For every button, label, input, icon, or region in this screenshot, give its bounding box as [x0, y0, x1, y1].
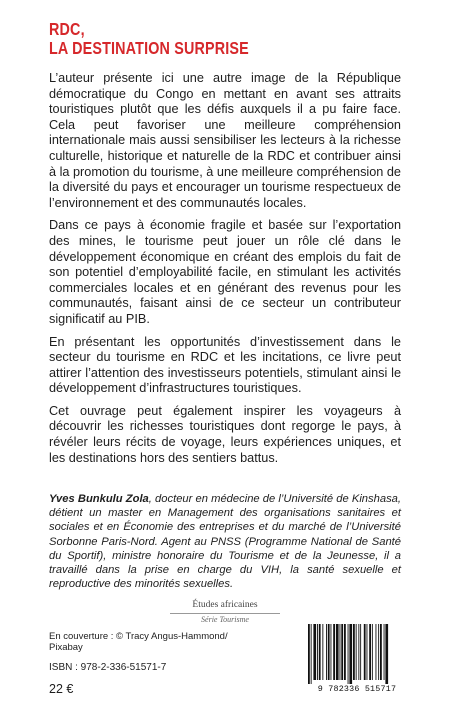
barcode-bar [358, 624, 359, 680]
barcode-bar [326, 624, 327, 680]
paragraph-2: Dans ce pays à économie fragile et basée sur l’exportation des mines, le tourisme peut jouer un rôle clé dans le développement économique en créant des emplois du fait de son potentiel d’employabilité facile, en stimulant les activités commerciales locales et en générant des revenus pour les communautés, faisant ainsi de ce secteur un contributeur significatif au PIB. [49, 218, 401, 326]
barcode-bar [385, 624, 388, 684]
barcode-bar [376, 624, 377, 680]
barcode-bar [360, 624, 361, 680]
barcode-bar [340, 624, 341, 680]
barcode-bar [333, 624, 335, 680]
cover-credit: En couverture : © Tracy Angus-Hammond/ Pixabay [49, 631, 228, 653]
paragraph-4: Cet ouvrage peut également inspirer les voyageurs à découvrir les richesses touristiques dont regorge le pays, à révéler leurs récits de voyage, leurs expériences uniques, et les destinations hors des sentiers battus. [49, 403, 401, 465]
barcode-bar [380, 624, 382, 680]
barcode-bar [348, 624, 349, 684]
barcode-bar [319, 624, 321, 680]
barcode-bar [313, 624, 316, 680]
barcode [302, 622, 412, 698]
barcode-digits: 9 782336 515717 [317, 684, 397, 694]
barcode-bar [317, 624, 318, 680]
title-line-1: RDC, [49, 19, 85, 39]
paragraph-3: En présentant les opportunités d’investissement dans le secteur du tourisme en RDC et les incitations, ce livre peut attirer l’attention des investisseurs potentiels, stimulant ainsi le développement d’infrastructures touristiques. [49, 334, 401, 396]
price: 22 € [49, 682, 74, 696]
barcode-bar [378, 624, 379, 680]
back-cover-description [49, 71, 401, 473]
author-name: Yves Bunkulu Zola [49, 493, 149, 505]
barcode-bar [364, 624, 366, 680]
barcode-bar [328, 624, 330, 680]
barcode-bar [331, 624, 332, 680]
barcode-bars [302, 622, 412, 684]
paragraph-1: L’auteur présente ici une autre image de la République démocratique du Congo en mettant en avant ses attraits touristiques plutôt que les défis auxquels il a pu faire face. Cela peut favoriser une meilleure compréhension internationale mais aussi sensibiliser les lecteurs à la richesse culturelle, historique et naturelle de la RDC et contribuer ainsi à la promotion du tourisme, à une meilleure compréhension de la diversité du pays et encourager un tourisme respectueux de l’environnement et des communautés locales. [49, 71, 401, 210]
series-name: Études africaines [170, 599, 280, 614]
barcode-bar [353, 624, 355, 680]
barcode-bar [369, 624, 371, 680]
barcode-bar [311, 624, 312, 684]
barcode-bar [372, 624, 373, 680]
subseries-name: Série Tourisme [201, 615, 249, 624]
series-logo [170, 599, 280, 626]
barcode-bar [308, 624, 310, 684]
barcode-bar [341, 624, 343, 680]
barcode-bar [322, 624, 323, 680]
barcode-bar [384, 624, 385, 680]
isbn: ISBN : 978-2-336-51571-7 [49, 662, 167, 673]
author-bio [49, 492, 401, 591]
barcode-bar [349, 624, 352, 684]
barcode-bar [336, 624, 339, 680]
book-title [49, 20, 344, 58]
title-line-2: LA DESTINATION SURPRISE [49, 38, 249, 58]
barcode-bar [344, 624, 346, 680]
barcode-bar [356, 624, 357, 680]
barcode-bar [367, 624, 368, 680]
author-bio-text: , docteur en médecine de l’Université de Kinshasa, détient un master en Management des organisations sanitaires et sociales et en Économie des entreprises et du marché de l’Université Sorbonne Paris-Nord. Agent au PNSS (Programme National de Santé du Sportif), ministre honoraire du Tourisme et de la Jeunesse, il a travaillé dans la prise en charge du VIH, la santé sexuelle et reproductive des minorités sexuelles. [49, 493, 401, 591]
